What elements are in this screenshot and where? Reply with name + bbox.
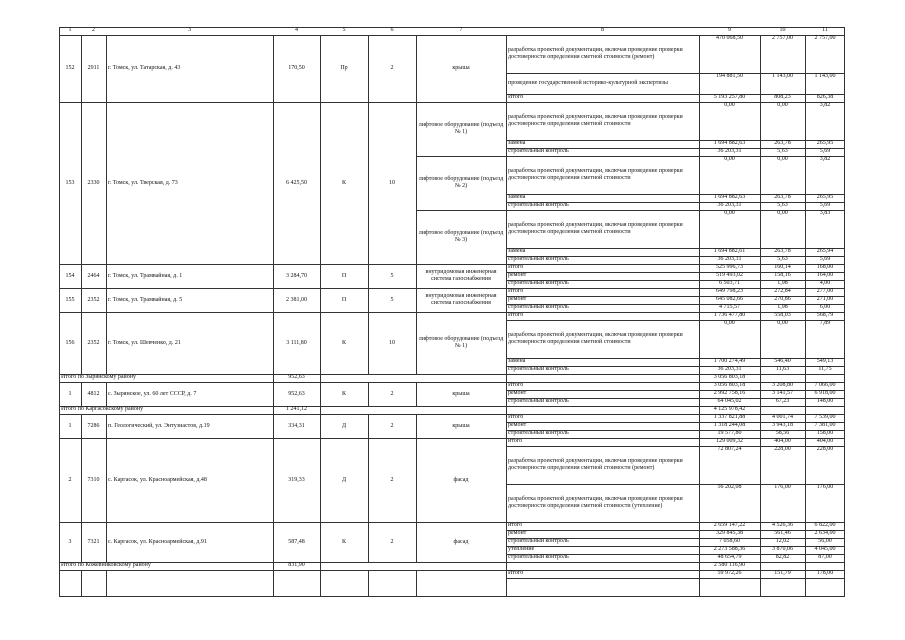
limit-value: 6,00 — [819, 304, 831, 310]
limit-value: 4,00 — [819, 280, 831, 286]
column-divider — [273, 374, 274, 382]
limit-value: 5,69 — [819, 202, 831, 208]
column-divider — [273, 406, 274, 414]
wall-material: К — [341, 339, 346, 346]
floors: 2 — [390, 390, 394, 397]
district-total-cost: 4 125 978,42 — [713, 406, 746, 412]
work-type: ремонт — [508, 530, 527, 536]
unit-cost-value: 263,78 — [774, 194, 791, 200]
limit-value: 4 045,00 — [814, 546, 836, 552]
unit-cost-value: 3 141,57 — [772, 390, 793, 396]
unit-cost-value: 158,16 — [774, 272, 791, 278]
limit-value: 265,94 — [816, 248, 834, 254]
column-divider — [699, 570, 700, 597]
unit-cost-value: 0,00 — [777, 102, 788, 108]
cost-value: 329 845,38 — [716, 530, 743, 536]
limit-value: 11,75 — [818, 366, 832, 372]
district-total-area: 831,90 — [288, 562, 305, 568]
unit-cost-value: 0,00 — [777, 156, 788, 162]
column-divider — [760, 382, 761, 406]
limit-value: 168,00 — [816, 264, 834, 270]
column-divider — [506, 570, 507, 597]
wall-material: Пр — [340, 65, 348, 71]
unit-cost-value: 5,63 — [777, 256, 788, 262]
row-number: 1 — [68, 422, 72, 429]
unit-cost-value: 160,14 — [774, 264, 791, 270]
unit-cost-value: 58,56 — [775, 430, 790, 436]
cost-value: 36 203,31 — [717, 366, 742, 372]
wall-material: Д — [341, 476, 347, 483]
limit-value: 265,95 — [816, 140, 834, 146]
header-cell: 10 — [779, 27, 786, 33]
unit-cost-value: 1,98 — [777, 304, 788, 310]
column-divider — [81, 414, 82, 562]
column-divider — [760, 570, 761, 597]
district-total-label: Итого по Зырянскому району — [61, 374, 136, 380]
floors: 2 — [390, 422, 394, 429]
work-type: разработка проектной документации, включая проведение проверки достоверности определения сметной стоимости — [508, 114, 683, 127]
header-cell: 7 — [459, 27, 463, 33]
item-divider — [506, 578, 845, 579]
cost-value: 7 058,60 — [719, 538, 740, 544]
limit-value: 7 066,00 — [814, 382, 836, 388]
unit-cost-value: 270,86 — [774, 296, 791, 302]
work-type: Итого — [508, 382, 524, 388]
cost-value: 1 694 882,63 — [713, 194, 746, 200]
row-number: 152 — [65, 65, 75, 71]
limit-value: 7,89 — [819, 320, 831, 326]
column-divider — [760, 406, 761, 414]
cost-value: 470 068,50 — [716, 35, 743, 41]
limit-value: 56,00 — [818, 538, 832, 544]
wall-material: К — [341, 390, 346, 397]
column-divider — [805, 570, 806, 597]
column-divider — [506, 35, 507, 374]
limit-value: 6 822,00 — [814, 522, 836, 528]
work-type: разработка проектной документации, включая проведение проверки достоверности определения сметной стоимости (ремонт) — [508, 458, 683, 471]
column-divider — [805, 35, 806, 374]
limit-value: 3,83 — [819, 210, 831, 216]
work-kind: внутридомовая инженерная система газоснабжения — [425, 293, 497, 306]
column-divider — [699, 562, 700, 570]
cost-value: 4 715,57 — [719, 304, 740, 310]
column-divider — [760, 562, 761, 570]
work-type: итого — [508, 522, 523, 528]
work-type: проведение государственной историко-культурной экспертизы — [508, 80, 668, 86]
house-address: с. Зырянское, ул. 60 лет СССР, д. 7 — [108, 390, 197, 397]
limit-value: 164,00 — [816, 272, 834, 278]
limit-value: 265,95 — [816, 194, 834, 200]
district-total-cost: 2 580 116,90 — [713, 562, 746, 568]
cost-value: 6 503,71 — [719, 280, 740, 286]
limit-value: 7 381,00 — [814, 422, 836, 428]
column-divider — [81, 570, 82, 597]
district-total-label: Итого по Кожевниковскому району — [61, 562, 151, 568]
column-divider — [320, 382, 321, 406]
row-number: 153 — [65, 179, 75, 186]
limit-value: 568,79 — [816, 312, 834, 318]
unit-cost-value: 3 943,18 — [772, 422, 793, 428]
unit-cost-value: 1,98 — [777, 280, 788, 286]
row-number: 3 — [68, 538, 72, 545]
house-address: с. Каргасок, ул. Красноармейская, д.48 — [108, 476, 207, 483]
column-divider — [81, 382, 82, 406]
column-divider — [368, 382, 369, 406]
work-type: разработка проектной документации, включая проведение проверки достоверности определения сметной стоимости — [508, 332, 683, 345]
column-divider — [416, 570, 417, 597]
wall-material: К — [341, 179, 346, 186]
cost-value: 649 798,23 — [716, 288, 743, 294]
cost-value: 129 009,32 — [716, 438, 743, 444]
cost-value: 3 056 803,18 — [713, 382, 746, 388]
cost-value: 519 493,02 — [716, 272, 743, 278]
floors: 2 — [390, 65, 394, 71]
column-divider — [81, 35, 82, 374]
cost-value: 0,00 — [724, 210, 735, 216]
house-address: г. Томск, ул. Трамвайная, д. 1 — [108, 272, 183, 279]
column-divider — [273, 562, 274, 570]
house-code: 2464 — [87, 272, 100, 279]
floors: 5 — [390, 272, 394, 279]
house-area: 2 381,00 — [286, 296, 307, 303]
work-kind: крыша — [452, 422, 470, 429]
work-type: замена — [508, 194, 526, 200]
column-divider — [805, 414, 806, 562]
house-code: 2911 — [87, 65, 100, 71]
unit-cost-value: 82,82 — [775, 554, 790, 560]
limit-value: 277,00 — [816, 288, 834, 294]
header-cell: 8 — [601, 27, 604, 33]
cost-value: 2 992 758,16 — [713, 390, 746, 396]
unit-cost-value: 12,02 — [775, 538, 790, 544]
work-type: разработка проектной документации, включая проведение проверки достоверности определения сметной стоимости (утепление) — [508, 496, 683, 509]
cost-value: 1 337 821,88 — [713, 414, 746, 420]
limit-value: 271,00 — [816, 296, 834, 302]
house-address: г. Томск, ул. Шевченко, д. 21 — [108, 339, 181, 346]
unit-cost-value: 263,78 — [774, 140, 791, 146]
wall-material: К — [341, 538, 346, 545]
cost-value: 1 736 477,80 — [713, 312, 746, 318]
unit-cost-value: 5,63 — [777, 202, 788, 208]
column-divider — [320, 35, 321, 374]
house-code: 7310 — [87, 476, 100, 483]
limit-value: 549,13 — [816, 358, 834, 364]
limit-value: 228,00 — [816, 446, 834, 452]
limit-value: 3,82 — [819, 156, 831, 162]
column-divider — [760, 414, 761, 562]
house-address: г. Томск, ул. Тверская, д. 73 — [108, 179, 178, 186]
cost-value: 1 318 244,08 — [713, 422, 746, 428]
column-divider — [805, 382, 806, 406]
district-total-cost: 3 056 803,18 — [713, 374, 746, 380]
work-type: Итого — [508, 94, 524, 100]
work-type: строительный контроль — [508, 202, 569, 208]
header-cell: 9 — [728, 27, 731, 33]
work-type: строительный контроль — [508, 366, 569, 372]
district-total-area: 1 241,12 — [286, 406, 307, 412]
row-number: 2 — [68, 476, 72, 483]
limit-value: 6 918,00 — [814, 390, 836, 396]
header-cell: 6 — [390, 27, 394, 33]
work-type: разработка проектной документации, включая проведение проверки достоверности определения сметной стоимости (ремонт) — [508, 47, 683, 60]
cost-value: 0,00 — [724, 156, 735, 162]
work-type: итого — [508, 438, 523, 444]
unit-cost-value: 3 870,06 — [772, 546, 793, 552]
work-type: замена — [508, 358, 526, 364]
work-type: ремонт — [508, 390, 527, 396]
unit-cost-value: 263,78 — [774, 248, 791, 254]
floors: 10 — [389, 339, 395, 346]
work-type: Итого — [508, 288, 524, 294]
work-type: ремонт — [508, 422, 527, 428]
house-address: г. Томск, ул. Трамвайная, д. 5 — [108, 296, 183, 303]
limit-value: 1 143,00 — [814, 73, 836, 79]
cost-value: 0,00 — [724, 320, 735, 326]
cost-value: 36 203,31 — [717, 202, 742, 208]
cost-value: 1 694 882,63 — [713, 140, 746, 146]
work-type: ремонт — [508, 296, 527, 302]
house-code: 2352 — [87, 296, 100, 303]
work-type: строительный контроль — [508, 554, 569, 560]
row-number: 154 — [65, 272, 75, 279]
cost-value: 5 193 257,80 — [713, 94, 746, 100]
house-code: 2352 — [87, 339, 100, 346]
column-divider — [416, 35, 417, 374]
cost-value: 2 659 147,22 — [713, 522, 746, 528]
column-divider — [805, 562, 806, 570]
limit-value: 5,69 — [819, 148, 831, 154]
limit-value: 7 539,00 — [814, 414, 836, 420]
column-divider — [506, 374, 507, 382]
cost-value: 645 082,66 — [716, 296, 743, 302]
unit-cost-value: 67,23 — [775, 398, 790, 404]
limit-value: 826,38 — [816, 94, 834, 100]
work-kind: лифтовое оборудование (подъезд № 1) — [418, 336, 504, 349]
unit-cost-value: 546,40 — [774, 358, 791, 364]
row-number: 1 — [68, 390, 72, 397]
work-kind: крыша — [452, 65, 470, 71]
limit-value: 5,69 — [819, 256, 831, 262]
column-divider — [416, 382, 417, 406]
unit-cost-value: 561,46 — [774, 530, 791, 536]
column-divider — [506, 562, 507, 570]
column-divider — [506, 382, 507, 406]
wall-material: П — [341, 296, 347, 303]
cost-value: 72 807,24 — [717, 446, 742, 452]
house-code: 4812 — [87, 390, 100, 397]
work-kind: крыша — [452, 390, 470, 397]
unit-cost-value: 4 526,36 — [772, 522, 793, 528]
work-type: строительный контроль — [508, 148, 569, 154]
column-divider — [320, 562, 321, 570]
limit-value: 3,82 — [819, 102, 831, 108]
work-type: Итого — [508, 570, 524, 576]
column-divider — [320, 414, 321, 562]
unit-cost-value: 558,03 — [774, 312, 791, 318]
work-type: ремонт — [508, 272, 527, 278]
unit-cost-value: 1 143,00 — [772, 73, 793, 79]
cost-value: 36 203,31 — [717, 256, 742, 262]
column-divider — [805, 374, 806, 382]
column-divider — [320, 374, 321, 382]
column-divider — [320, 406, 321, 414]
limit-value: 158,00 — [816, 430, 834, 436]
house-area: 319,33 — [288, 476, 305, 483]
limit-value: 2 634,00 — [814, 530, 836, 536]
unit-cost-value: 0,00 — [777, 320, 788, 326]
header-cell: 1 — [68, 27, 72, 33]
work-type: замена — [508, 248, 526, 254]
work-kind: лифтовое оборудование (подъезд № 1) — [418, 122, 504, 135]
floors: 2 — [390, 476, 394, 483]
column-divider — [368, 570, 369, 597]
house-area: 170,50 — [288, 65, 305, 71]
limit-value: 148,00 — [816, 398, 834, 404]
work-type: утепление — [508, 546, 535, 552]
column-divider — [106, 382, 107, 406]
row-number: 155 — [65, 296, 75, 303]
house-area: 3 284,70 — [286, 272, 307, 279]
work-kind: фасад — [453, 538, 469, 545]
column-divider — [760, 35, 761, 374]
district-total-area: 952,63 — [288, 374, 305, 380]
column-divider — [320, 570, 321, 597]
work-kind: фасад — [453, 476, 469, 483]
column-divider — [273, 570, 274, 597]
house-address: с. Каргасок, ул. Красноармейская, д.91 — [108, 538, 207, 545]
unit-cost-value: 4 001,74 — [772, 414, 793, 420]
work-type: строительный контроль — [508, 430, 569, 436]
unit-cost-value: 151,79 — [774, 570, 791, 576]
cost-value: 64 045,02 — [717, 398, 742, 404]
house-address: г. Томск, ул. Татарская, д. 43 — [108, 65, 181, 71]
house-area: 952,63 — [288, 390, 305, 397]
column-divider — [760, 374, 761, 382]
work-type: Итого — [508, 264, 524, 270]
house-code: 7321 — [87, 538, 100, 545]
wall-material: П — [341, 272, 347, 279]
column-divider — [273, 382, 274, 406]
work-kind: внутридомовая инженерная система газоснабжения — [425, 269, 497, 282]
cost-value: 36 203,31 — [717, 148, 742, 154]
unit-cost-value: 272,84 — [774, 288, 791, 294]
cost-value: 56 202,08 — [717, 484, 742, 490]
column-divider — [699, 374, 700, 382]
work-type: строительный контроль — [508, 538, 569, 544]
unit-cost-value: 176,00 — [774, 484, 791, 490]
work-type: строительный контроль — [508, 280, 569, 286]
floors: 10 — [389, 179, 395, 186]
column-divider — [106, 35, 107, 374]
cost-value: 0,00 — [724, 102, 735, 108]
work-type: строительный контроль — [508, 398, 569, 404]
cost-value: 525 996,73 — [716, 264, 743, 270]
cost-value: 194 881,50 — [716, 73, 743, 79]
column-divider — [699, 35, 700, 374]
estimate-table — [59, 27, 845, 597]
cost-value: 1 694 882,61 — [713, 248, 746, 254]
house-area: 587,48 — [288, 538, 305, 545]
header-cell: 11 — [822, 27, 828, 33]
unit-cost-value: 11,63 — [775, 366, 790, 372]
work-kind: лифтовое оборудование (подъезд № 3) — [418, 230, 504, 243]
column-divider — [506, 414, 507, 562]
work-type: Итого — [508, 312, 524, 318]
work-type: строительный контроль — [508, 304, 569, 310]
header-cell: 5 — [342, 27, 346, 33]
cost-value: 2 273 588,36 — [713, 546, 746, 552]
cost-value: 19 577,80 — [717, 430, 742, 436]
column-divider — [106, 570, 107, 597]
row-number: 156 — [65, 339, 75, 346]
work-type: разработка проектной документации, включая проведение проверки достоверности определения сметной стоимости — [508, 168, 683, 181]
unit-cost-value: 2 757,00 — [772, 35, 793, 41]
limit-value: 176,00 — [816, 484, 834, 490]
work-type: замена — [508, 140, 526, 146]
unit-cost-value: 808,23 — [774, 94, 791, 100]
column-divider — [368, 414, 369, 562]
column-divider — [699, 406, 700, 414]
house-code: 2330 — [87, 179, 100, 186]
column-divider — [273, 414, 274, 562]
header-cell: 2 — [92, 27, 95, 33]
column-divider — [699, 382, 700, 406]
wall-material: Д — [341, 422, 347, 429]
column-divider — [368, 35, 369, 374]
cost-value: 48 654,79 — [717, 554, 742, 560]
unit-cost-value: 5,63 — [777, 148, 788, 154]
house-area: 3 111,80 — [286, 339, 307, 346]
work-type: разработка проектной документации, включая проведение проверки достоверности определения сметной стоимости — [508, 222, 683, 235]
unit-cost-value: 228,00 — [774, 446, 791, 452]
floors: 5 — [390, 296, 394, 303]
work-kind: лифтовое оборудование (подъезд № 2) — [418, 176, 504, 189]
header-cell: 4 — [295, 27, 298, 33]
limit-value: 178,00 — [816, 570, 834, 576]
column-divider — [416, 414, 417, 562]
column-divider — [106, 414, 107, 562]
cost-value: 1 700 274,49 — [713, 358, 746, 364]
column-divider — [699, 414, 700, 562]
work-type: Итого — [508, 414, 524, 420]
column-divider — [506, 406, 507, 414]
unit-cost-value: 404,00 — [774, 438, 791, 444]
house-code: 7286 — [87, 422, 100, 429]
cost-value: 59 972,26 — [717, 570, 742, 576]
house-area: 334,31 — [288, 422, 305, 429]
house-address: п. Геологический, ул. Энтузиастов, д.19 — [108, 422, 210, 429]
limit-value: 404,00 — [816, 438, 834, 444]
district-total-label: Итого по Каргасокскому району — [61, 406, 144, 412]
unit-cost-value: 0,00 — [777, 210, 788, 216]
column-divider — [273, 35, 274, 374]
house-area: 6 425,50 — [286, 179, 307, 186]
column-divider — [805, 406, 806, 414]
header-cell: 3 — [188, 27, 191, 33]
unit-cost-value: 3 208,80 — [772, 382, 793, 388]
work-type: строительный контроль — [508, 256, 569, 262]
limit-value: 2 757,00 — [814, 35, 836, 41]
limit-value: 87,00 — [818, 554, 832, 560]
floors: 2 — [390, 538, 394, 545]
